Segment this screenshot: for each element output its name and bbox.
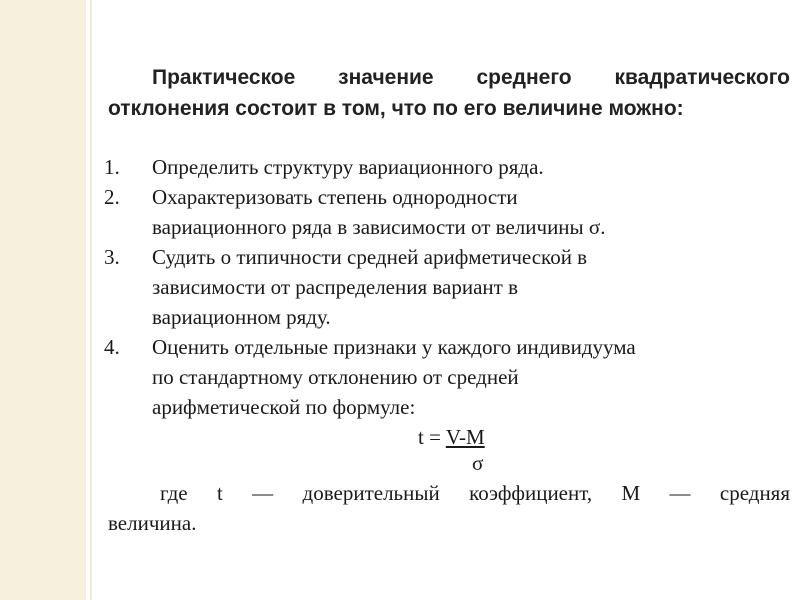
list-item	[100, 182, 790, 242]
list-item-number: 4.	[104, 335, 120, 359]
explanation-line-2: величина.	[108, 511, 197, 535]
list-item-number: 3.	[104, 245, 120, 269]
list-item-text: зависимости от распределения вариант в	[152, 275, 518, 299]
list-item-number: 1.	[104, 155, 120, 179]
heading-line-1: Практическое значение среднего квадратического	[152, 66, 790, 89]
heading-line-2: отклонения состоит в том, что по его величине можно:	[108, 97, 684, 120]
list-item-text: вариационного ряда в зависимости от величины σ.	[152, 215, 606, 239]
decorative-left-stripe	[0, 0, 86, 600]
list-item-text: по стандартному отклонению от средней	[152, 365, 519, 389]
list-item-text: вариационном ряду.	[152, 305, 331, 329]
list-item	[100, 152, 790, 182]
formula-denominator: σ	[472, 451, 484, 475]
slide-content	[100, 0, 790, 600]
list-item-number: 2.	[104, 185, 120, 209]
slide-heading	[100, 62, 790, 124]
list-item	[100, 332, 790, 422]
formula-explanation	[100, 478, 790, 538]
list-item	[100, 242, 790, 332]
numbered-list	[100, 152, 790, 538]
decorative-stripe-edge	[90, 0, 92, 600]
formula	[100, 422, 790, 478]
formula-numerator: V-M	[445, 425, 485, 449]
list-item-text: Охарактеризовать степень однородности	[152, 185, 518, 209]
list-item-text: арифметической по формуле:	[152, 395, 416, 419]
list-item-text: Оценить отдельные признаки у каждого индивидуума	[152, 335, 636, 359]
formula-lhs: t =	[418, 425, 446, 449]
list-item-text: Определить структуру вариационного ряда.	[152, 155, 544, 179]
explanation-line-1: где t — доверительный коэффициент, М — средняя	[160, 481, 790, 505]
list-item-text: Судить о типичности средней арифметической в	[152, 245, 588, 269]
